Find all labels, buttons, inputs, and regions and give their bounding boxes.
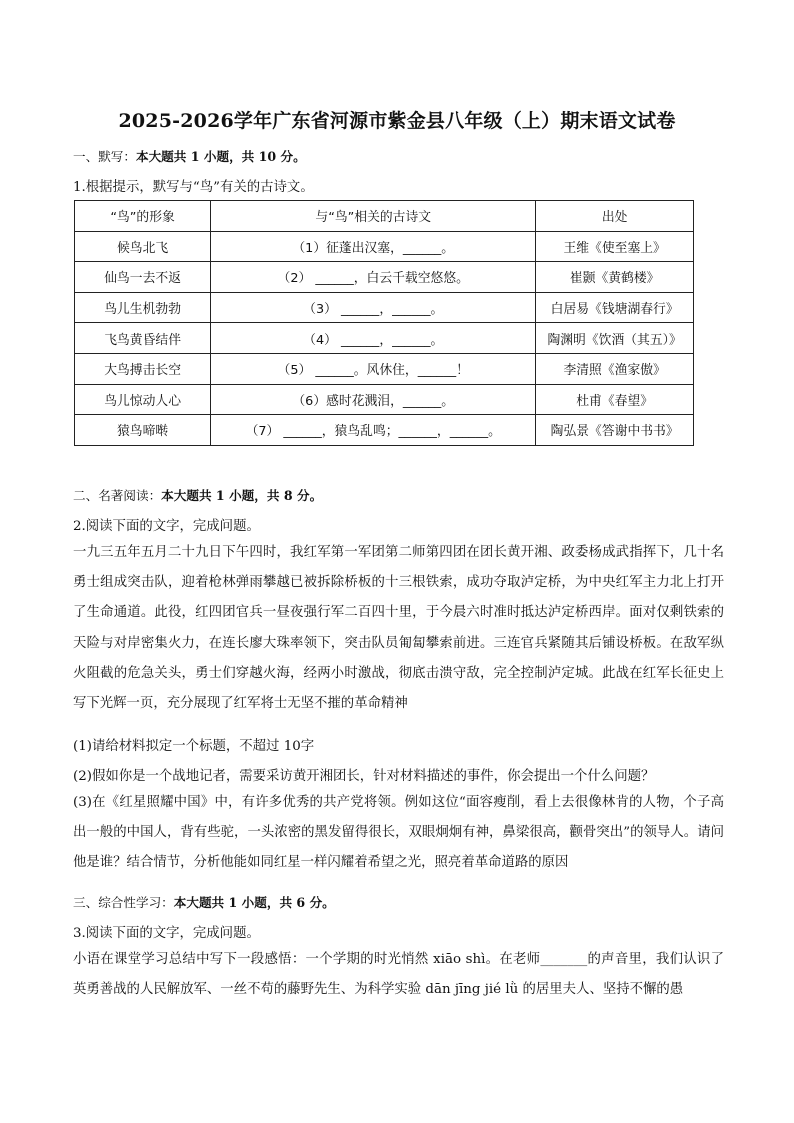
- sub-question-1: (1)请给材料拟定一个标题，不超过 10字: [73, 739, 315, 754]
- table-row: [75, 292, 694, 323]
- poem-table: [74, 200, 694, 446]
- table-row: [75, 231, 694, 262]
- section-3-heading: [73, 892, 723, 911]
- poem-line-cell: （7） ______，猿鸟乱鸣；______，______。: [211, 415, 536, 446]
- table-row: [75, 323, 694, 354]
- source-cell: 白居易《钱塘湖春行》: [536, 292, 694, 323]
- section-2-label: 二、名著阅读：: [73, 488, 162, 503]
- source-cell: 崔颢《黄鹤楼》: [536, 262, 694, 293]
- reading-passage: 小语在课堂学习总结中写下一段感悟：一个学期的时光悄然 xiāo shì。在老师_______的声音里，我们认识了英勇善战的人民解放军、一丝不苟的藤野先生、为科学实验 dān jīng jié lǜ 的居里夫人、坚持不懈的愚: [73, 952, 724, 998]
- question-2-prompt: 2.阅读下面的文字，完成问题。: [73, 519, 260, 534]
- table-header-row: [75, 201, 694, 232]
- bird-image-cell: 大鸟搏击长空: [75, 353, 211, 384]
- reading-passage: 一九三五年五月二十九日下午四时，我红军第一军团第二师第四团在团长黄开湘、政委杨成武指挥下，几十名勇士组成突击队，迎着枪林弹雨攀越已被拆除桥板的十三根铁索，成功夺取泸定桥，为中央红军主力北上打开了生命通道。此役，红四团官兵一昼夜强行军二百四十里，于今晨六时准时抵达泸定桥西岸。面对仅剩铁索的天险与对岸密集火力，在连长廖大珠率领下，突击队员匍匐攀索前进。三连官兵紧随其后铺设桥板。在敌军纵火阻截的危急关头，勇士们穿越火海，经两小时激战，彻底击溃守敌，完全控制泸定城。此战在红军长征史上写下光辉一页，充分展现了红军将士无坚不摧的革命精神: [73, 545, 724, 712]
- section-1-desc: 本大题共 1 小题，共 10 分。: [135, 149, 306, 164]
- bird-image-cell: 鸟儿生机勃勃: [75, 292, 211, 323]
- source-cell: 杜甫《春望》: [536, 384, 694, 415]
- table-header-cell: 与“鸟”相关的古诗文: [211, 201, 536, 232]
- question-3-prompt: 3.阅读下面的文字，完成问题。: [73, 926, 260, 941]
- section-2-heading: [73, 485, 723, 504]
- bird-image-cell: 猿鸟啼啭: [75, 415, 211, 446]
- section-1-heading: [73, 146, 723, 165]
- section-3-label: 三、综合性学习：: [73, 895, 174, 910]
- source-cell: 李清照《渔家傲》: [536, 353, 694, 384]
- table-row: [75, 262, 694, 293]
- page-title: 2025-2026学年广东省河源市紫金县八年级（上）期末语文试卷: [118, 110, 676, 132]
- bird-image-cell: 鸟儿惊动人心: [75, 384, 211, 415]
- section-2-desc: 本大题共 1 小题，共 8 分。: [161, 488, 323, 503]
- source-cell: 王维《使至塞上》: [536, 231, 694, 262]
- table-row: [75, 384, 694, 415]
- table-row: [75, 353, 694, 384]
- poem-line-cell: （5） ______。风休住，______！: [211, 353, 536, 384]
- question-1-prompt: 1.根据提示，默写与“鸟”有关的古诗文。: [73, 180, 314, 195]
- section-3-desc: 本大题共 1 小题，共 6 分。: [173, 895, 335, 910]
- sub-question-3: (3)在《红星照耀中国》中，有许多优秀的共产党将领。例如这位“面容瘦削，看上去很像林肯的人物，个子高出一般的中国人，背有些驼，一头浓密的黑发留得很长，双眼炯炯有神，鼻梁很高，颧骨突出”的领导人。请问他是谁？结合情节，分析他能如同红星一样闪耀着希望之光，照亮着革命道路的原因: [73, 795, 724, 871]
- sub-question-2: (2)假如你是一个战地记者，需要采访黄开湘团长，针对材料描述的事件，你会提出一个什么问题？: [73, 769, 655, 784]
- table-header-cell: “鸟”的形象: [75, 201, 211, 232]
- source-cell: 陶弘景《答谢中书书》: [536, 415, 694, 446]
- poem-line-cell: （3） ______，______。: [211, 292, 536, 323]
- bird-image-cell: 仙鸟一去不返: [75, 262, 211, 293]
- bird-image-cell: 飞鸟黄昏结伴: [75, 323, 211, 354]
- table-row: [75, 415, 694, 446]
- poem-line-cell: （4） ______，______。: [211, 323, 536, 354]
- table-header-cell: 出处: [536, 201, 694, 232]
- poem-line-cell: （1）征蓬出汉塞，______。: [211, 231, 536, 262]
- section-1-label: 一、默写：: [73, 149, 136, 164]
- poem-line-cell: （2） ______，白云千载空悠悠。: [211, 262, 536, 293]
- poem-line-cell: （6）感时花溅泪，______。: [211, 384, 536, 415]
- source-cell: 陶渊明《饮酒（其五）》: [536, 323, 694, 354]
- bird-image-cell: 候鸟北飞: [75, 231, 211, 262]
